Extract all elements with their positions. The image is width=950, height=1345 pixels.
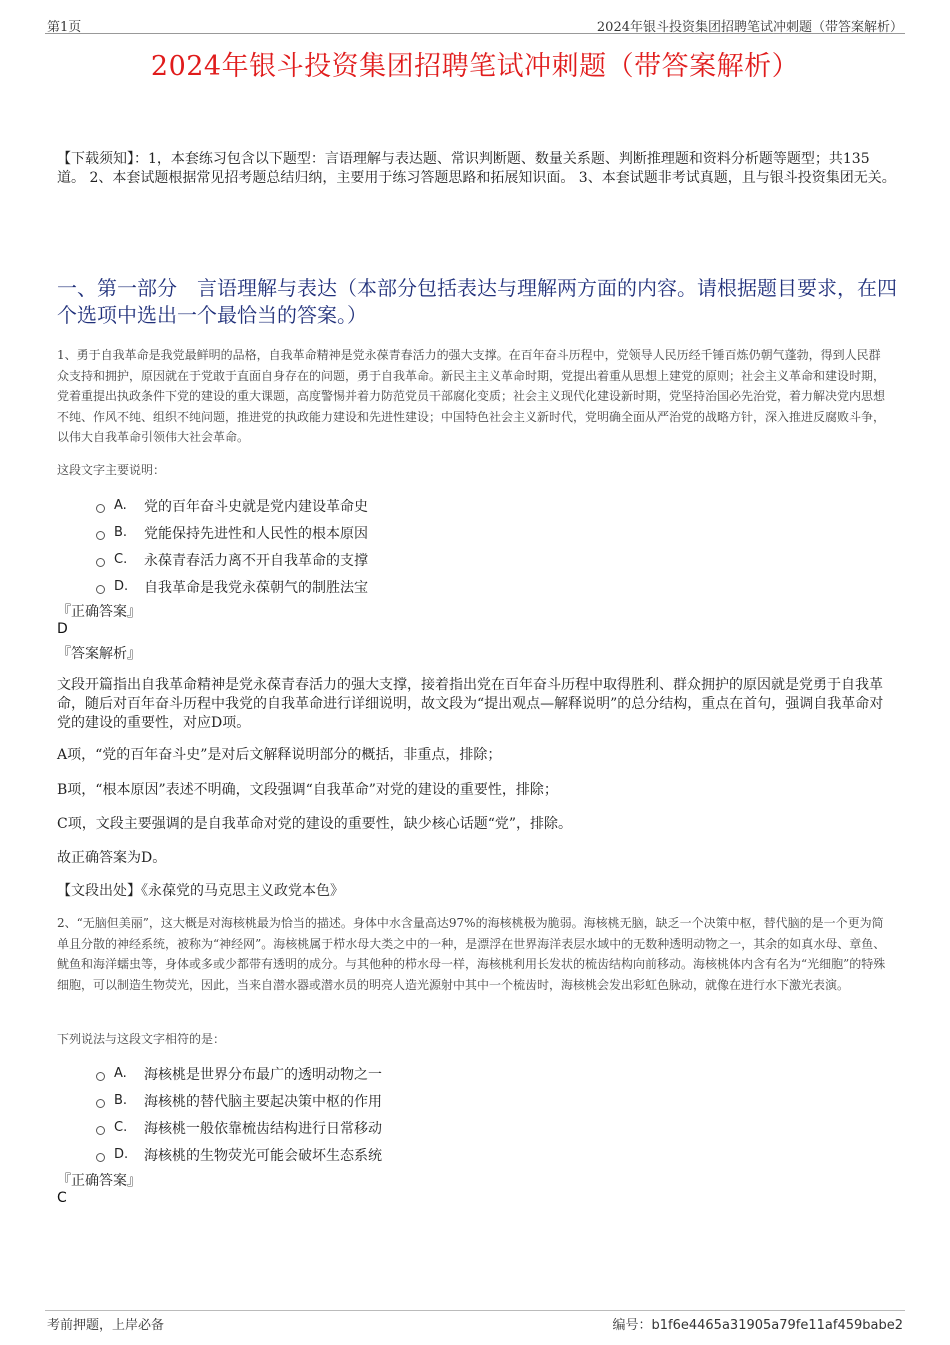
q1-analysis-c: C项，文段主要强调的是自我革命对党的建设的重要性，缺少核心话题“党”，排除。 [57, 816, 573, 832]
q2-option-d[interactable] [96, 1141, 382, 1168]
option-letter: B. [114, 1093, 128, 1108]
option-letter: C. [114, 552, 128, 567]
question-2-text: 2、“无脑但美丽”，这大概是对海核桃最为恰当的描述。身体中水含量高达97%的海核桃极为脆弱。海核桃无脑，缺乏一个决策中枢，替代脑的是一个更为简单且分散的神经系统，被称为“神经网”。海核桃属于栉水母大类之中的一种，是漂浮在世界海洋表层水域中的无数种透明动物之一，其余的如真水母、章鱼、鱿鱼和海洋蠕虫等，身体或多或少都带有透明的成分。与其他种的栉水母一样，海核桃利用长发状的梳齿结构向前移动。海核桃体内含有名为“光细胞”的特殊细胞，可以制造生物荧光，因此，当来自潜水器或潜水员的明亮人造光源射中其中一个梳齿时，海核桃会发出彩虹色脉动，就像在进行水下激光表演。 [57, 916, 886, 992]
q2-option-c[interactable] [96, 1114, 382, 1141]
download-notice: 【下载须知】：1，本套练习包含以下题型：言语理解与表达题、常识判断题、数量关系题、判断推理题和资料分析题等题型；共135道。 2、本套试题根据常见招考题总结归纳，主要用于练习答题思路和拓展知识面。 3、本套试题非考试真题，且与银斗投资集团无关。 [57, 151, 896, 186]
q1-conclusion: 故正确答案为D。 [57, 850, 167, 866]
option-letter: C. [114, 1120, 128, 1135]
q1-option-c[interactable] [96, 546, 368, 573]
option-text: 党能保持先进性和人民性的根本原因 [144, 525, 368, 542]
footer-slogan: 考前押题，上岸必备 [47, 1318, 165, 1333]
q1-option-d[interactable] [96, 573, 368, 600]
option-text: 海核桃的生物荧光可能会破坏生态系统 [144, 1147, 382, 1164]
option-letter: D. [114, 1147, 129, 1162]
footer-divider [45, 1310, 905, 1311]
q2-answer-label: 『正确答案』 [57, 1173, 141, 1189]
q2-answer-value: C [57, 1190, 67, 1206]
radio-icon[interactable] [96, 1126, 105, 1135]
radio-icon[interactable] [96, 558, 105, 567]
q2-option-b[interactable] [96, 1087, 382, 1114]
option-letter: A. [114, 1066, 127, 1081]
footer-code-label: 编号： [612, 1318, 652, 1333]
question-1-prompt: 这段文字主要说明： [57, 463, 166, 477]
option-text: 永葆青春活力离不开自我革命的支撑 [144, 552, 368, 569]
q1-analysis-label: 『答案解析』 [57, 646, 141, 662]
q1-option-a[interactable] [96, 492, 368, 519]
option-letter: A. [114, 498, 127, 513]
q1-analysis-text: 文段开篇指出自我革命精神是党永葆青春活力的强大支撑，接着指出党在百年奋斗历程中取得胜利、群众拥护的原因就是党勇于自我革命，随后对百年奋斗历程中我党的自我革命进行详细说明，故文段为“提出观点—解释说明”的总分结构，重点在首句，强调自我革命对党的建设的重要性，对应D项。 [57, 677, 884, 731]
radio-icon[interactable] [96, 1072, 105, 1081]
footer-code-value: b1f6e4465a31905a79fe11af459babe2 [651, 1318, 903, 1333]
option-text: 海核桃是世界分布最广的透明动物之一 [144, 1066, 382, 1083]
option-text: 海核桃一般依靠梳齿结构进行日常移动 [144, 1120, 382, 1137]
option-letter: D. [114, 579, 129, 594]
question-2-prompt: 下列说法与这段文字相符的是： [57, 1032, 226, 1046]
question-2-options [96, 1060, 382, 1168]
radio-icon[interactable] [96, 531, 105, 540]
section-heading: 一、第一部分 言语理解与表达（本部分包括表达与理解两方面的内容。请根据题目要求，在四个选项中选出一个最恰当的答案。） [57, 276, 897, 327]
q1-source: 【文段出处】《永葆党的马克思主义政党本色》 [57, 883, 344, 899]
q1-answer-label: 『正确答案』 [57, 604, 141, 620]
radio-icon[interactable] [96, 1099, 105, 1108]
option-text: 海核桃的替代脑主要起决策中枢的作用 [144, 1093, 382, 1110]
q1-analysis-a: A项，“党的百年奋斗史”是对后文解释说明部分的概括，非重点，排除； [57, 747, 502, 763]
question-1-text: 1、勇于自我革命是我党最鲜明的品格，自我革命精神是党永葆青春活力的强大支撑。在百年奋斗历程中，党领导人民历经千锤百炼仍朝气蓬勃，得到人民群众支持和拥护，原因就在于党敢于直面自身存在的问题，勇于自我革命。新民主主义革命时期，党提出着重从思想上建党的原则；社会主义革命和建设时期，党着重提出执政条件下党的建设的重大课题，高度警惕并着力防范党员干部腐化变质；社会主义现代化建设新时期，党坚持治国必先治党，着力解决党内思想不纯、作风不纯、组织不纯问题，推进党的执政能力建设和先进性建设；中国特色社会主义新时代，党明确全面从严治党的战略方针，深入推进反腐败斗争，以伟大自我革命引领伟大社会革命。 [57, 348, 886, 444]
option-letter: B. [114, 525, 128, 540]
page-number: 第1页 [47, 20, 82, 35]
q1-answer-value: D [57, 621, 68, 637]
header-doc-title: 2024年银斗投资集团招聘笔试冲刺题（带答案解析） [596, 20, 903, 35]
q2-option-a[interactable] [96, 1060, 382, 1087]
radio-icon[interactable] [96, 585, 105, 594]
option-text: 党的百年奋斗史就是党内建设革命史 [144, 498, 368, 515]
radio-icon[interactable] [96, 504, 105, 513]
question-1-options [96, 492, 368, 600]
header-divider [45, 33, 905, 34]
q1-option-b[interactable] [96, 519, 368, 546]
radio-icon[interactable] [96, 1153, 105, 1162]
option-text: 自我革命是我党永葆朝气的制胜法宝 [144, 579, 368, 596]
q1-analysis-b: B项，“根本原因”表述不明确，文段强调“自我革命”对党的建设的重要性，排除； [57, 782, 558, 798]
document-title: 2024年银斗投资集团招聘笔试冲刺题（带答案解析） [150, 51, 800, 82]
footer-code [612, 1314, 903, 1333]
